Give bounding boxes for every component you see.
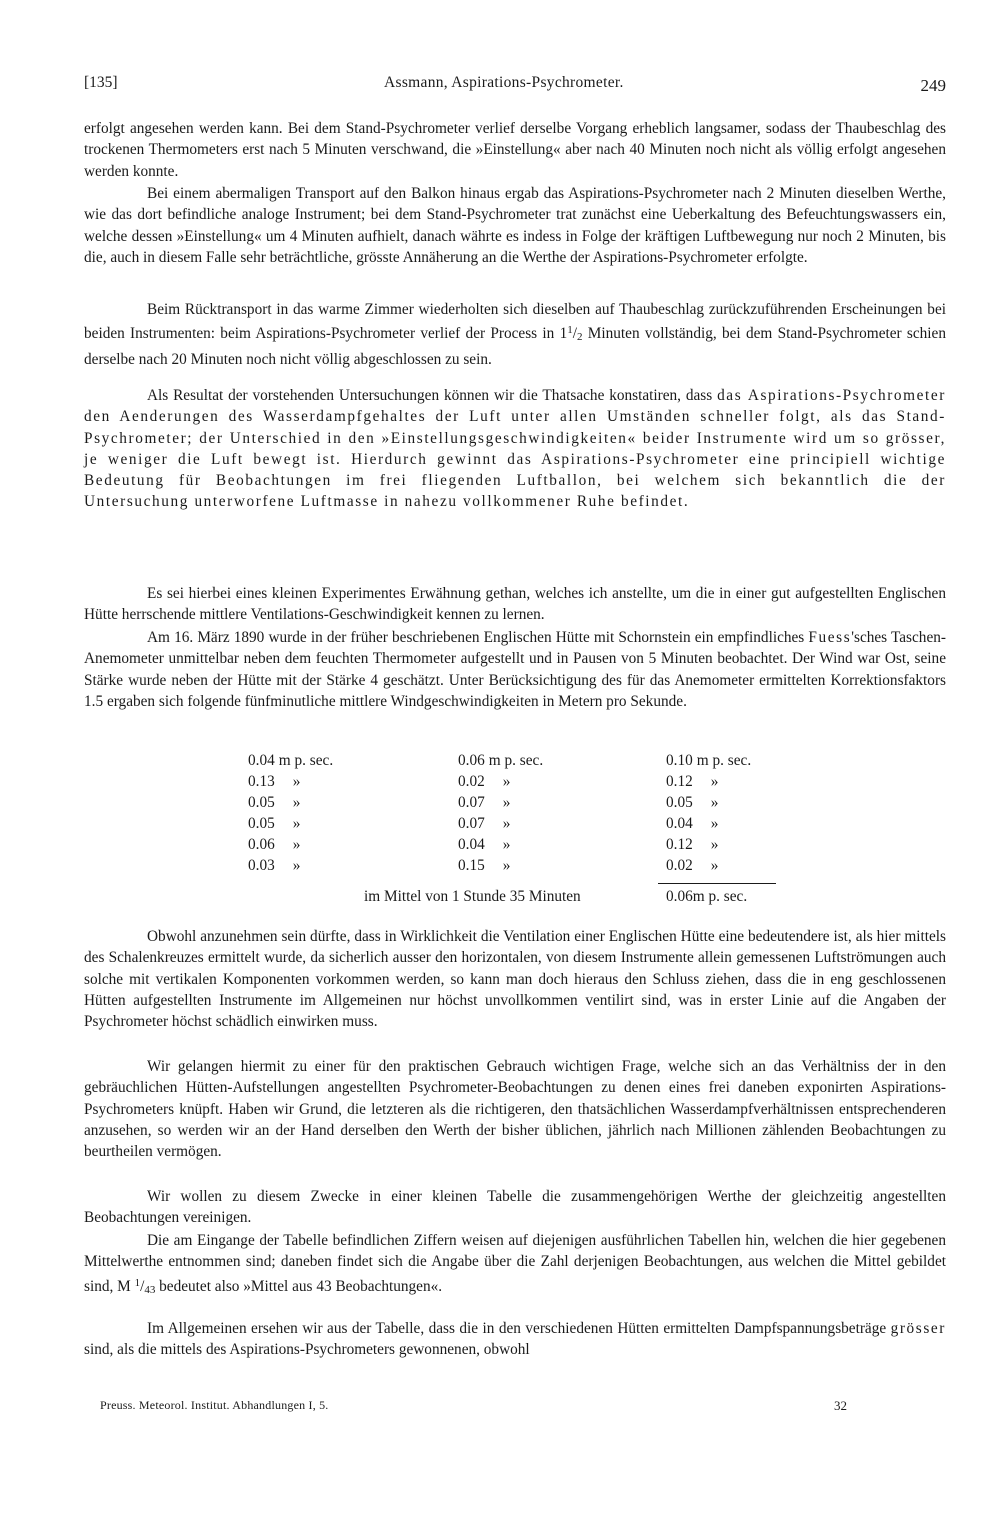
table-cell: 0.04 » xyxy=(458,836,511,853)
paragraph-7: Obwohl anzunehmen sein dürfte, dass in Wirklichkeit die Ventilation einer Englischen Hütte eine bedeutendere ist, als hier mittels des Schalenkreuzes ermittelt wurde, da sicherlich ausser den horizontalen, von diesem Instrumente allein gemessenen Luftströmungen auch solche mit vertikalen Komponenten vorkommen werden, so kann man doch hieraus den Schluss ziehen, dass die in eng geschlossenen Hütten aufgestellten Instrumente im Allgemeinen nur höchst unvollkommen ventilirt sind, was in erster Linie auf die Angaben der Psychrometer höchst schädlich einwirken muss. xyxy=(84,928,946,1031)
table-cell: 0.07 » xyxy=(458,815,511,832)
table-cell: 0.07 » xyxy=(458,794,511,811)
table-cell: 0.03 » xyxy=(248,857,301,874)
paragraph-3: Beim Rücktransport in das warme Zimmer wiederholten sich dieselben auf Thaubeschlag zurückzuführenden Erscheinungen bei beiden Instrumenten: beim Aspirations-Psychrometer verlief der Process in $1^1/2$ Minuten vollständig, bei dem Stand-Psychrometer schien derselbe nach 20 Minuten noch nicht völlig abgeschlossen zu sein. xyxy=(84,301,946,368)
wind-speed-table xyxy=(248,752,788,912)
publication-line: Preuss. Meteorol. Institut. Abhandlungen I, 5. xyxy=(100,1398,329,1412)
mean-value: 0.06m p. sec. xyxy=(666,888,748,905)
table-cell: 0.04 m p. sec. xyxy=(248,752,334,769)
table-cell: 0.05 » xyxy=(666,794,719,811)
table-cell: 0.06 » xyxy=(248,836,301,853)
table-cell: 0.04 » xyxy=(666,815,719,832)
table-cell: 0.15 » xyxy=(458,857,511,874)
table-cell: 0.06 m p. sec. xyxy=(458,752,544,769)
paragraph-8: Wir gelangen hiermit zu einer für den praktischen Gebrauch wichtigen Frage, welche sich an das Verhältniss der in den gebräuchlichen Hütten-Aufstellungen angestellten Psychrometer-Beobachtungen zu denen eines frei daneben exponirten Aspirations-Psychrometers knüpft. Haben wir Grund, die letzteren als die richtigeren, den thatsächlichen Wasserdampfverhältnissen entsprechenderen anzusehen, so werden wir an der Hand derselben den Werth der bisher üblichen, jährlich nach Millionen zählenden Beobachtungen zu beurtheilen vermögen. xyxy=(84,1058,946,1161)
table-cell: 0.13 » xyxy=(248,773,301,790)
paragraph-10: Die am Eingange der Tabelle befindlichen Ziffern weisen auf diejenigen ausführlichen Tabellen hin, welchen die hier gegebenen Mittelwerthe entnommen sind; daneben findet sich die Angabe über die Zahl derjenigen Beobachtungen, aus welchen die Mittel gebildet sind, M $^1$/43 bedeutet also »Mittel aus 43 Beobachtungen«. xyxy=(84,1232,946,1296)
signature-mark: 32 xyxy=(834,1398,847,1413)
page-reference: [135] xyxy=(84,74,118,91)
paragraph-9: Wir wollen zu diesem Zwecke in einer kleinen Tabelle die zusammengehörigen Werthe der gleichzeitig angestellten Beobachtungen vereinigen. xyxy=(84,1188,946,1227)
page-header xyxy=(84,74,946,98)
table-cell: 0.05 » xyxy=(248,794,301,811)
paragraph-6: Am 16. März 1890 wurde in der früher beschriebenen Englischen Hütte mit Schornstein ein empfindliches Fuess'sches Taschen-Anemometer unmittelbar neben dem feuchten Thermometer aufgestellt und in Pausen von 5 Minuten beobachtet. Der Wind war Ost, seine Stärke wurde neben der Hütte mit der Stärke 4 geschätzt. Unter Berücksichtigung des für das Anemometer ermittelten Korrektionsfaktors 1.5 ergaben sich folgende fünfminutliche mittlere Windgeschwindigkeiten in Metern pro Sekunde. xyxy=(84,629,946,710)
table-cell: 0.02 » xyxy=(666,857,719,874)
paragraph-11: Im Allgemeinen ersehen wir aus der Tabelle, dass die in den verschiedenen Hütten ermittelten Dampfspannungsbeträge grösser sind, als die mittels des Aspirations-Psychrometers gewonnenen, obwohl xyxy=(84,1320,946,1359)
mean-label: im Mittel von 1 Stunde 35 Minuten xyxy=(364,888,581,905)
sum-rule xyxy=(658,883,776,884)
table-cell: 0.12 » xyxy=(666,836,719,853)
emphasized-text: das Aspirations-Psychrometer den Aenderungen des Wasserdampfgehaltes der Luft unter allen Umständen schneller folgt, als das Stand-Psychrometer; der Unterschied in den »Einstellungsgeschwindigkeiten« beider Instrumente wird um so grösser, je weniger die Luft bewegt ist. Hierdurch gewinnt das Aspirations-Psychrometer eine principiell wichtige Bedeutung für Beobachtungen im frei fliegenden Luftballon, bei welchem sich bekanntlich die der Untersuchung unterworfene Luftmasse in nahezu vollkommener Ruhe befindet. xyxy=(84,387,946,511)
table-cell: 0.02 » xyxy=(458,773,511,790)
paragraph-2: Bei einem abermaligen Transport auf den Balkon hinaus ergab das Aspirations-Psychrometer nach 2 Minuten dieselben Werthe, wie das dort befindliche analoge Instrument; bei dem Stand-Psychrometer trat zunächst eine Ueberkaltung des Befeuchtungswassers ein, welche dessen »Einstellung« um 4 Minuten aufhielt, danach währte es indess in Folge der kräftigen Luftbewegung nur noch 2 Minuten, bis die, auch in diesem Falle sehr beträchtliche, grösste Annäherung an die Werthe der Aspirations-Psychrometer erfolgte. xyxy=(84,185,946,266)
table-cell: 0.12 » xyxy=(666,773,719,790)
paragraph-5: Es sei hierbei eines kleinen Experimentes Erwähnung gethan, welches ich anstellte, um die in einer gut aufgestellten Englischen Hütte herrschende mittlere Ventilations-Geschwindigkeit kennen zu lernen. xyxy=(84,585,946,624)
paragraph-4: Als Resultat der vorstehenden Untersuchungen können wir die Thatsache konstatiren, dass das Aspirations-Psychrometer den Aenderungen des Wasserdampfgehaltes der Luft unter allen Umständen schneller folgt, als das Stand-Psychrometer; der Unterschied in den »Einstellungsgeschwindigkeiten« beider Instrumente wird um so grösser, je weniger die Luft bewegt ist. Hierdurch gewinnt das Aspirations-Psychrometer eine principiell wichtige Bedeutung für Beobachtungen im frei fliegenden Luftballon, bei welchem sich bekanntlich die der Untersuchung unterworfene Luftmasse in nahezu vollkommener Ruhe befindet. xyxy=(84,387,946,511)
emphasized-name: Fuess xyxy=(808,629,852,646)
table-cell: 0.10 m p. sec. xyxy=(666,752,752,769)
emphasized-word: grösser xyxy=(890,1320,946,1337)
table-cell: 0.05 » xyxy=(248,815,301,832)
paragraph-1: erfolgt angesehen werden kann. Bei dem Stand-Psychrometer verlief derselbe Vorgang erheblich langsamer, sodass der Thaubeschlag des trockenen Thermometers erst nach 5 Minuten verschwand, die »Einstellung« aber nach 40 Minuten noch nicht als völlig erfolgt angesehen werden konnte. xyxy=(84,120,946,180)
page-number: 249 xyxy=(920,76,946,95)
running-title: Assmann, Aspirations-Psychrometer. xyxy=(384,74,624,91)
